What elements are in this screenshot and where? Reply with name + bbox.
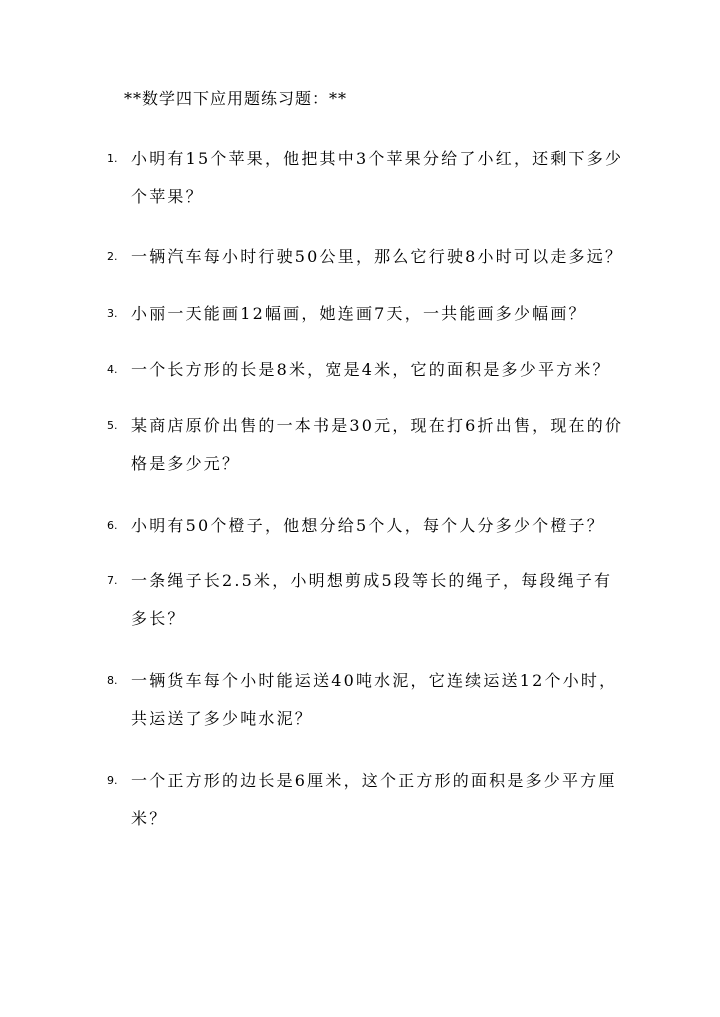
question-text-line: 一条绳子长2.5米，小明想剪成5段等长的绳子，每段绳子有 bbox=[131, 571, 613, 590]
question-number: 2. bbox=[107, 250, 118, 263]
question-number: 8. bbox=[107, 674, 118, 687]
question-text-line: 一辆货车每个小时能运送40吨水泥，它连续运送12个小时， bbox=[131, 671, 618, 690]
question-text-line: 一个正方形的边长是6厘米，这个正方形的面积是多少平方厘 bbox=[131, 771, 617, 790]
page-title: **数学四下应用题练习题：** bbox=[124, 89, 348, 108]
question-number: 5. bbox=[107, 419, 118, 432]
question-text-line: 格是多少元？ bbox=[131, 454, 241, 473]
question-text-line: 某商店原价出售的一本书是30元，现在打6折出售，现在的价 bbox=[131, 416, 624, 435]
question-text-line: 小丽一天能画12幅画，她连画7天，一共能画多少幅画？ bbox=[131, 304, 587, 323]
question-text-line: 小明有15个苹果，他把其中3个苹果分给了小红，还剩下多少 bbox=[131, 149, 624, 168]
question-number: 4. bbox=[107, 363, 118, 376]
question-number: 9. bbox=[107, 774, 118, 787]
question-text-line: 小明有50个橙子，他想分给5个人，每个人分多少个橙子？ bbox=[131, 516, 605, 535]
question-text-line: 米？ bbox=[131, 809, 168, 828]
question-text-line: 多长？ bbox=[131, 609, 186, 628]
question-text-line: 一个长方形的长是8米，宽是4米，它的面积是多少平方米？ bbox=[131, 360, 611, 379]
question-number: 6. bbox=[107, 519, 118, 532]
question-number: 7. bbox=[107, 574, 118, 587]
question-text-line: 一辆汽车每小时行驶50公里，那么它行驶8小时可以走多远？ bbox=[131, 247, 624, 266]
question-number: 1. bbox=[107, 152, 118, 165]
question-number: 3. bbox=[107, 307, 118, 320]
question-text-line: 个苹果？ bbox=[131, 187, 204, 206]
question-text-line: 共运送了多少吨水泥？ bbox=[131, 709, 314, 728]
